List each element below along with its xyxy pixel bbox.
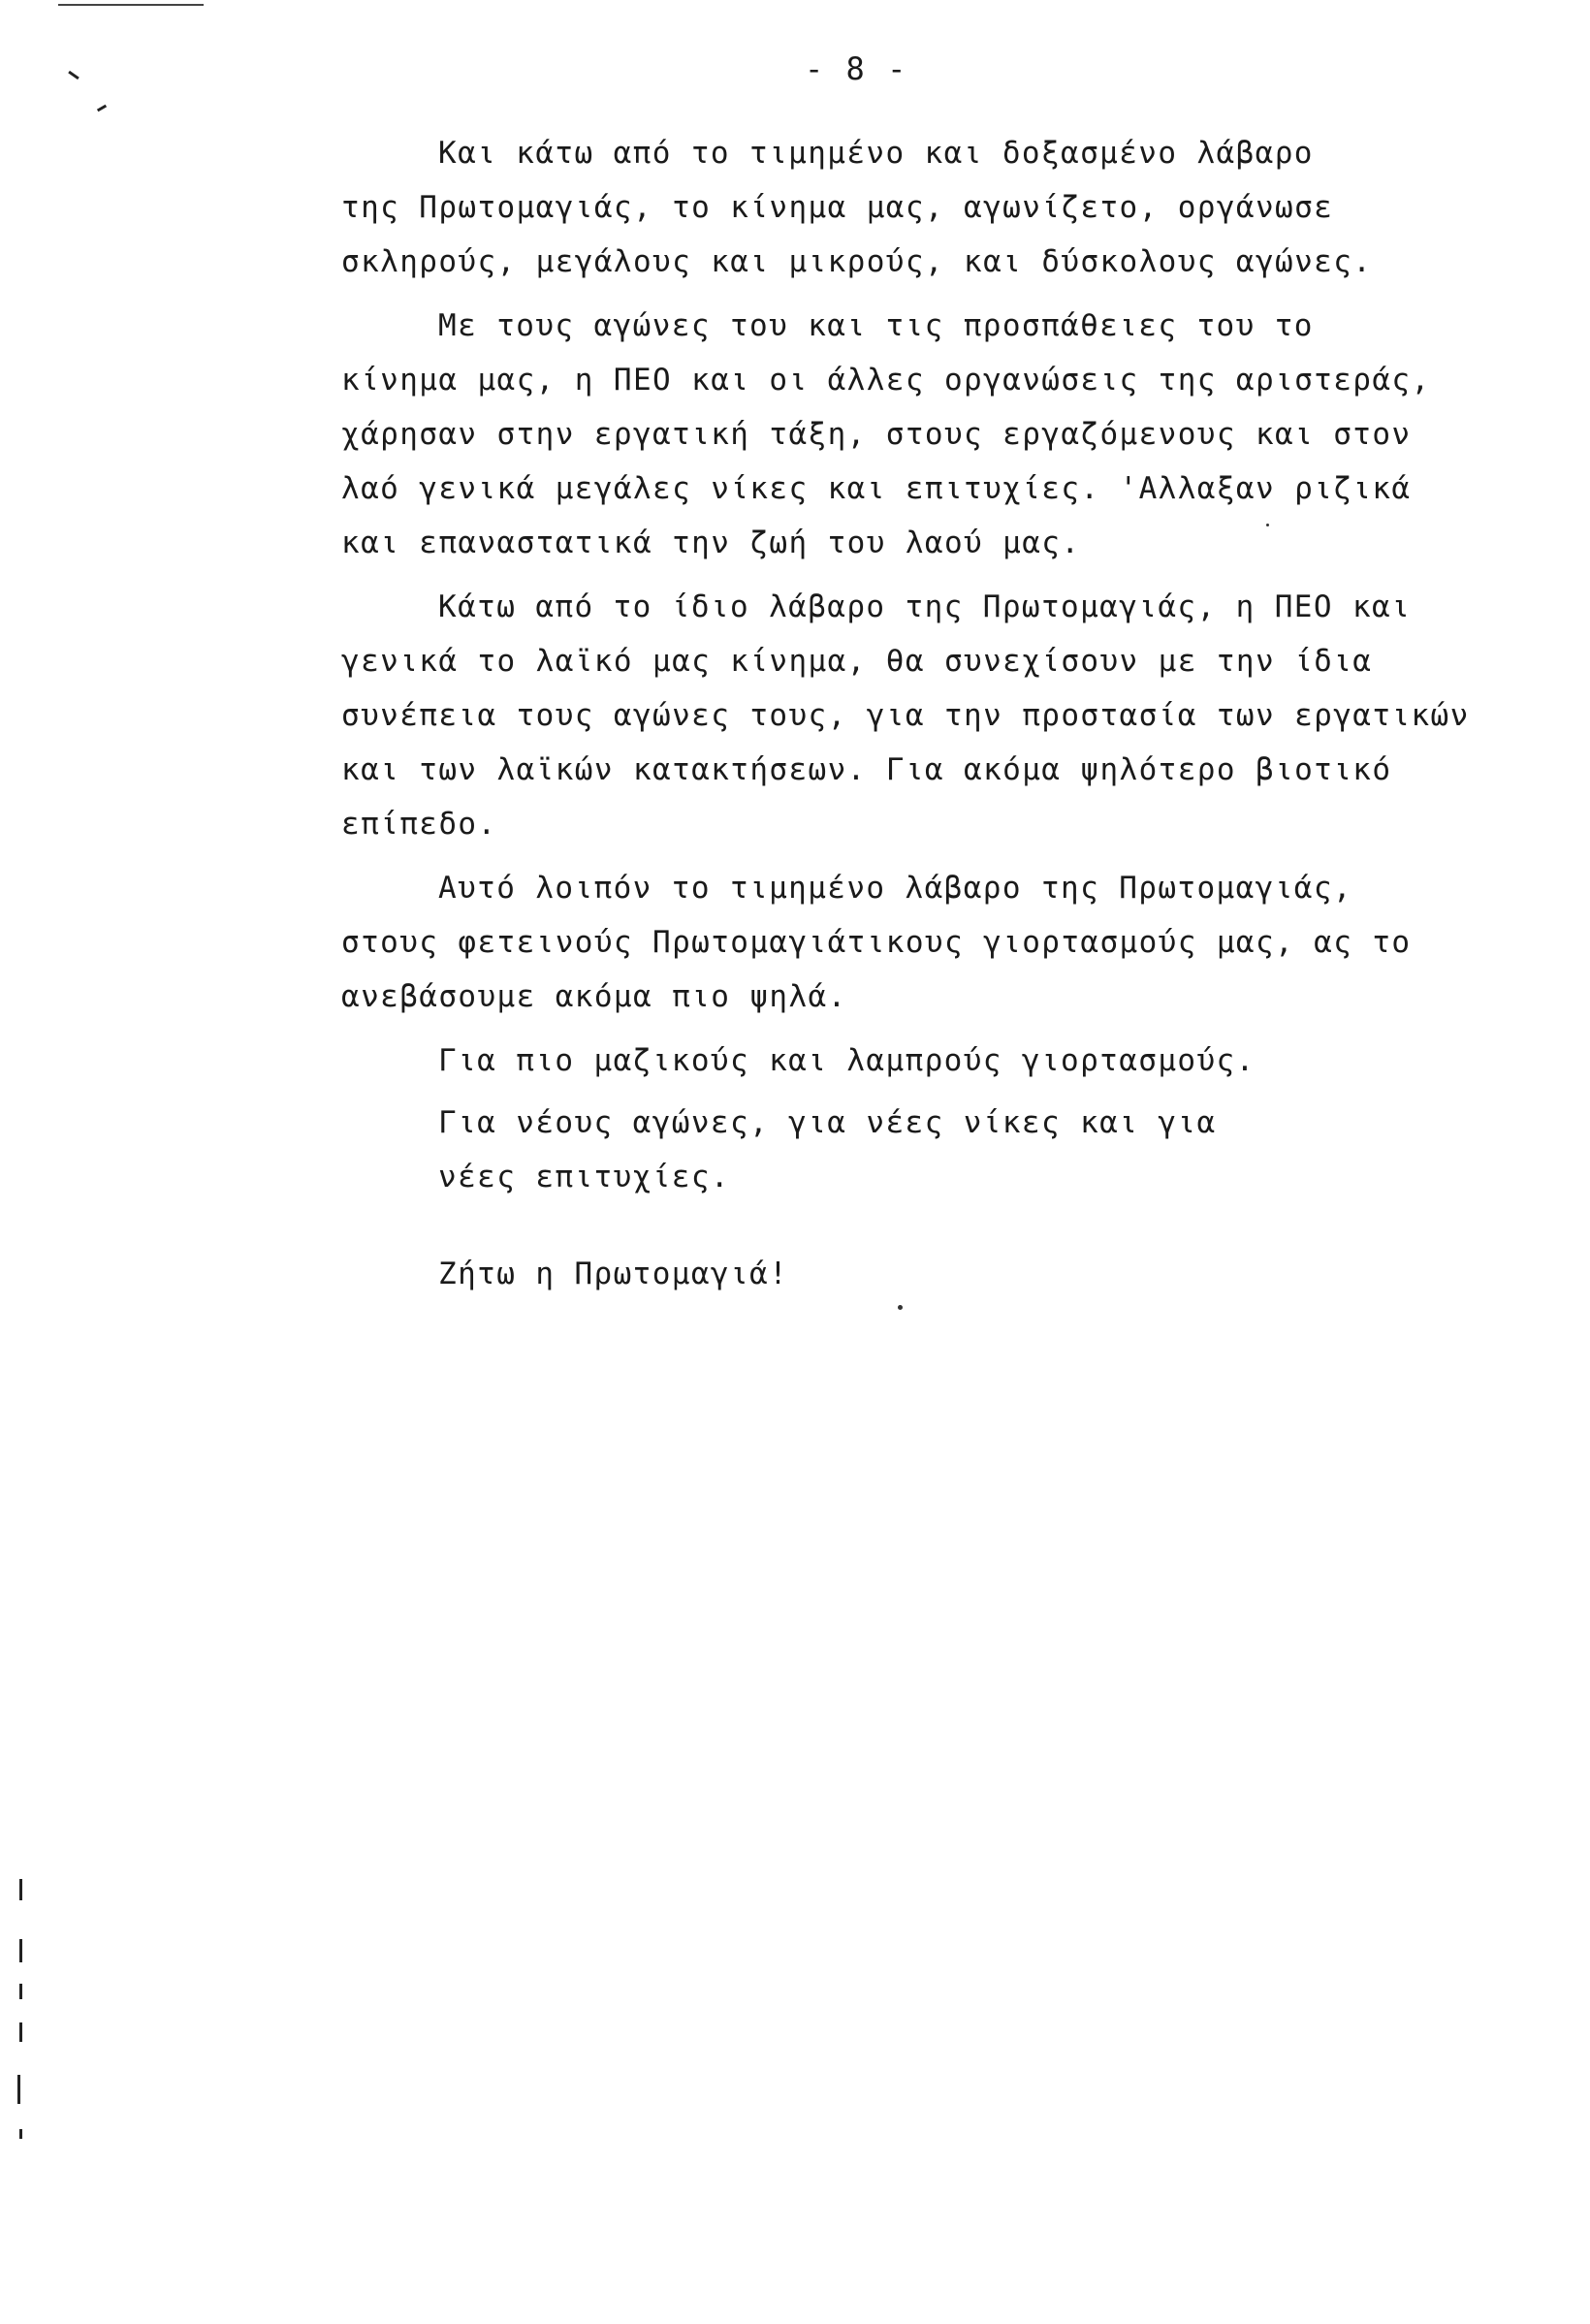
scan-edge-mark — [97, 105, 107, 112]
paragraph-3-line-2: γενικά το λαϊκό μας κίνημα, θα συνεχίσουν με την ίδια — [341, 644, 1373, 679]
closing-line: Ζήτω η Πρωτομαγιά! — [438, 1257, 789, 1291]
scan-edge-mark — [19, 1939, 22, 1962]
paragraph-2-line-1: Με τους αγώνες του και τις προσπάθειες του το — [438, 308, 1314, 343]
paragraph-3-line-4: και των λαϊκών κατακτήσεων. Για ακόμα ψηλότερο βιοτικό — [341, 752, 1392, 787]
paragraph-5-line-1: Για πιο μαζικούς και λαμπρούς γιορτασμούς. — [438, 1043, 1256, 1078]
paragraph-4-line-1: Αυτό λοιπόν το τιμημένο λάβαρο της Πρωτομαγιάς, — [438, 871, 1352, 906]
scan-edge-mark — [19, 1879, 22, 1900]
scan-speck — [898, 1305, 903, 1310]
paragraph-6-line-1: Για νέους αγώνες, για νέες νίκες και για — [438, 1105, 1217, 1140]
scan-edge-mark — [19, 2022, 22, 2042]
paragraph-2-line-4: λαό γενικά μεγάλες νίκες και επιτυχίες. 'Αλλαξαν ριζικά — [341, 471, 1412, 506]
scan-top-rule — [58, 4, 204, 6]
paragraph-2-line-2: κίνημα μας, η ΠΕΟ και οι άλλες οργανώσεις της αριστεράς, — [341, 363, 1431, 398]
scan-edge-mark — [17, 2075, 20, 2104]
paragraph-3-line-5: επίπεδο. — [341, 807, 497, 842]
paragraph-1-line-3: σκληρούς, μεγάλους και μικρούς, και δύσκολους αγώνες. — [341, 244, 1373, 279]
paragraph-4-line-3: ανεβάσουμε ακόμα πιο ψηλά. — [341, 979, 847, 1014]
paragraph-3-line-3: συνέπεια τους αγώνες τους, για την προστασία των εργατικών — [341, 698, 1470, 733]
paragraph-1-line-2: της Πρωτομαγιάς, το κίνημα μας, αγωνίζετο, οργάνωσε — [341, 190, 1334, 225]
paragraph-6-line-2: νέες επιτυχίες. — [438, 1160, 730, 1194]
scan-edge-mark — [19, 1984, 22, 1999]
paragraph-1-line-1: Και κάτω από το τιμημένο και δοξασμένο λάβαρο — [438, 136, 1314, 171]
scan-edge-mark — [68, 71, 80, 80]
scan-edge-mark — [19, 2129, 22, 2139]
paragraph-2-line-5: και επαναστατικά την ζωή του λαού μας. — [341, 525, 1081, 560]
paragraph-2-line-3: χάρησαν στην εργατική τάξη, στους εργαζόμενους και στον — [341, 417, 1412, 452]
paragraph-4-line-2: στους φετεινούς Πρωτομαγιάτικους γιορτασμούς μας, ας το — [341, 925, 1412, 960]
paragraph-3-line-1: Κάτω από το ίδιο λάβαρο της Πρωτομαγιάς, η ΠΕΟ και — [438, 589, 1412, 624]
scan-speck — [1266, 524, 1269, 526]
page-number: - 8 - — [805, 50, 908, 87]
